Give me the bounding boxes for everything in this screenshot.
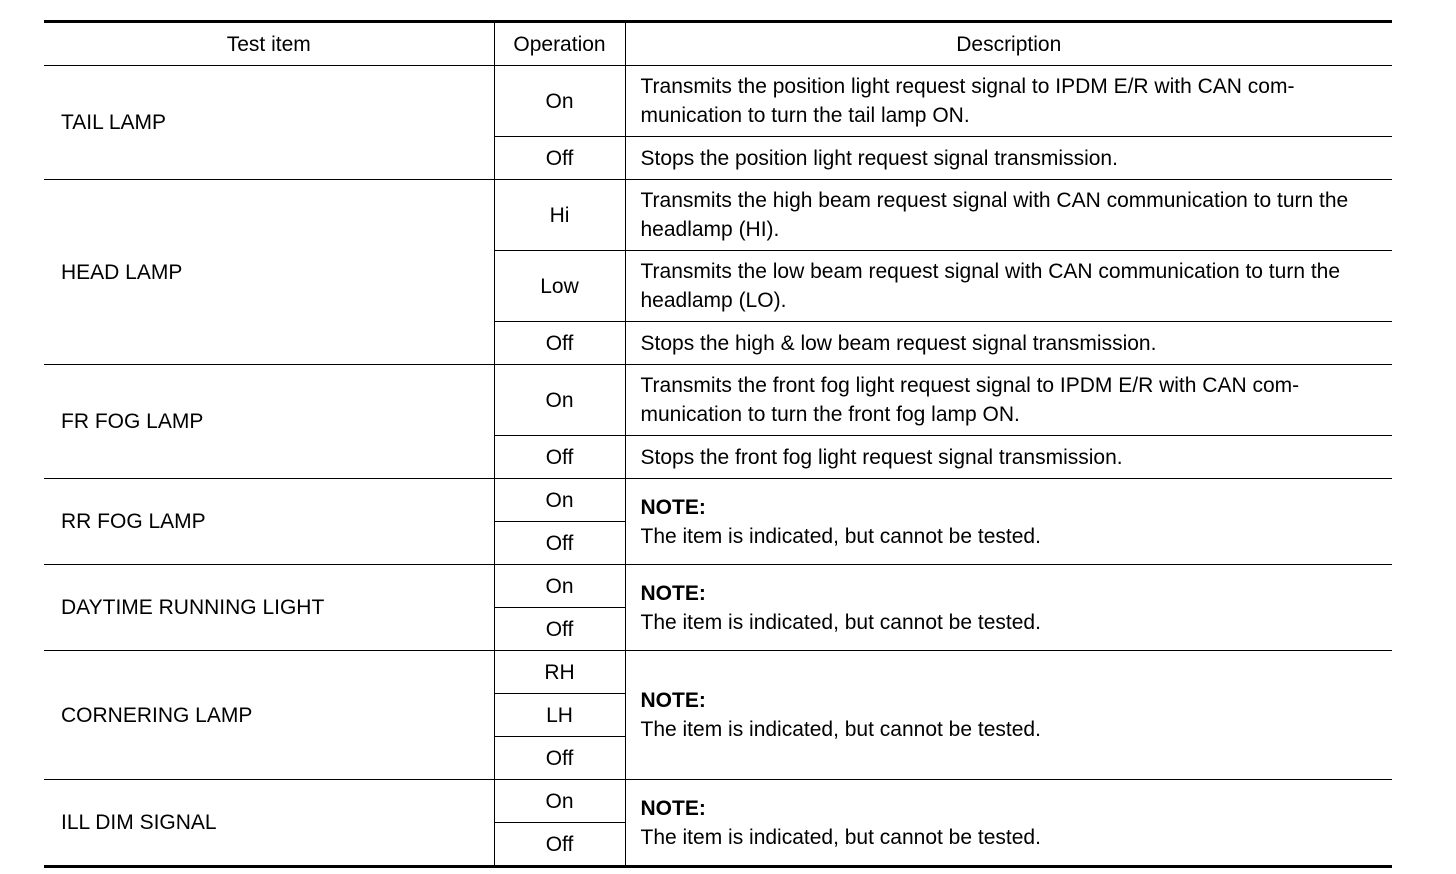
description-cell: Stops the front fog light request signal transmission. xyxy=(625,436,1392,479)
test-item-table xyxy=(44,20,1392,868)
table-row xyxy=(44,780,1392,823)
test-item-rr-fog-lamp: RR FOG LAMP xyxy=(44,479,494,565)
note-cell xyxy=(625,479,1392,565)
operation-cell: Hi xyxy=(494,180,625,251)
operation-cell: Low xyxy=(494,251,625,322)
description-cell: Stops the high & low beam request signal transmission. xyxy=(625,322,1392,365)
operation-cell: Off xyxy=(494,608,625,651)
test-item-ill-dim-signal: ILL DIM SIGNAL xyxy=(44,780,494,867)
operation-cell: LH xyxy=(494,694,625,737)
description-cell: Transmits the front fog light request signal to IPDM E/R with CAN com-munication to turn the front fog lamp ON. xyxy=(625,365,1392,436)
operation-cell: Off xyxy=(494,137,625,180)
operation-cell: Off xyxy=(494,737,625,780)
description-cell: Transmits the position light request signal to IPDM E/R with CAN com-munication to turn the tail lamp ON. xyxy=(625,66,1392,137)
test-item-cornering-lamp: CORNERING LAMP xyxy=(44,651,494,780)
header-operation: Operation xyxy=(494,22,625,66)
note-cell xyxy=(625,780,1392,867)
operation-cell: Off xyxy=(494,436,625,479)
header-row xyxy=(44,22,1392,66)
note-label: NOTE: xyxy=(640,495,706,519)
operation-cell: On xyxy=(494,365,625,436)
note-text: The item is indicated, but cannot be tested. xyxy=(640,610,1041,634)
description-cell: Transmits the low beam request signal with CAN communication to turn the headlamp (LO). xyxy=(625,251,1392,322)
header-description: Description xyxy=(625,22,1392,66)
operation-cell: RH xyxy=(494,651,625,694)
test-item-fr-fog-lamp: FR FOG LAMP xyxy=(44,365,494,479)
description-cell: Transmits the high beam request signal with CAN communication to turn the headlamp (HI). xyxy=(625,180,1392,251)
operation-cell: Off xyxy=(494,823,625,867)
operation-cell: Off xyxy=(494,322,625,365)
table-row xyxy=(44,651,1392,694)
note-text: The item is indicated, but cannot be tested. xyxy=(640,718,1041,741)
operation-cell: On xyxy=(494,565,625,608)
test-item-daytime-running-light: DAYTIME RUNNING LIGHT xyxy=(44,565,494,651)
header-test-item: Test item xyxy=(44,22,494,66)
operation-cell: On xyxy=(494,479,625,522)
table-row xyxy=(44,66,1392,137)
note-text: The item is indicated, but cannot be tested. xyxy=(640,524,1041,548)
operation-cell: On xyxy=(494,66,625,137)
note-label: NOTE: xyxy=(640,689,706,712)
table-row xyxy=(44,479,1392,522)
operation-cell: Off xyxy=(494,522,625,565)
table-row xyxy=(44,565,1392,608)
note-cell xyxy=(625,565,1392,651)
table-row xyxy=(44,180,1392,251)
description-cell: Stops the position light request signal transmission. xyxy=(625,137,1392,180)
note-label: NOTE: xyxy=(640,581,706,605)
test-item-head-lamp: HEAD LAMP xyxy=(44,180,494,365)
note-text: The item is indicated, but cannot be tested. xyxy=(640,825,1041,849)
test-item-tail-lamp: TAIL LAMP xyxy=(44,66,494,180)
note-cell xyxy=(625,651,1392,780)
operation-cell: On xyxy=(494,780,625,823)
note-label: NOTE: xyxy=(640,796,706,820)
table-row xyxy=(44,365,1392,436)
